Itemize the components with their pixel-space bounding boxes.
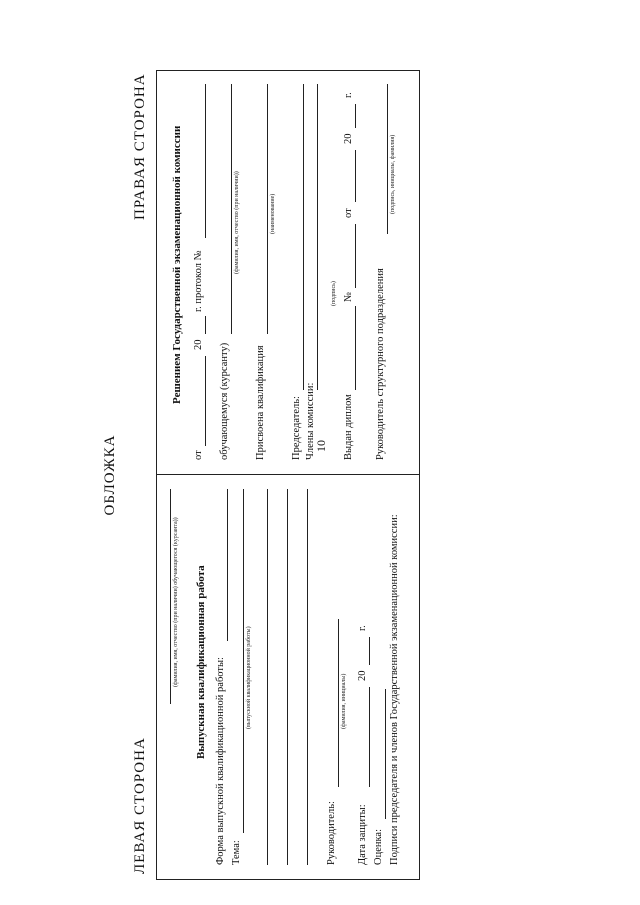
head-label: Руководитель структурного подразделения [375,268,386,460]
student-label: обучающемуся (курсанту) [219,342,230,460]
cover-label: ОБЛОЖКА [102,434,118,516]
defense-date-line [369,687,370,787]
diploma-number-label: № [343,291,354,302]
cover-frame [156,70,420,880]
diploma-number-line [355,224,356,288]
signatures-label: Подписи председателя и членов Государственной экзаменационной комиссии: [389,514,400,865]
from-label: от [193,450,204,460]
diploma-year-line [355,104,356,128]
decision-title: Решением Государственной экзаменационной комиссии [171,125,183,404]
diploma-date-line [355,150,356,202]
grade-label: Оценка: [373,828,384,865]
student-name-line [170,489,171,704]
topic-caption: (выпускной квалификационной работы) [246,626,252,729]
topic-line-3 [287,489,288,865]
year-label: 20 [193,339,204,350]
student-name-caption: (фамилия, имя, отчество (при наличии) обучающегося (курсанта)) [173,517,179,687]
qualification-line [267,84,268,334]
chairman-line [303,84,304,390]
student-line [231,84,232,334]
left-side-label: ЛЕВАЯ СТОРОНА [132,737,148,874]
date-line [205,356,206,446]
members-label: Члены комиссии: [305,382,316,460]
protocol-line [205,84,206,238]
defense-date-label: Дата защиты: [357,804,368,865]
qualification-caption: (наименование) [270,193,276,234]
supervisor-caption: (фамилия, инициалы) [341,673,347,729]
topic-label: Тема: [231,840,242,865]
grade-line [385,689,386,819]
defense-year-line [369,637,370,665]
diploma-year-suffix: г. [343,92,354,98]
qualification-label: Присвоена квалификация [255,345,266,460]
topic-line-1 [243,489,244,833]
head-line [387,84,388,234]
supervisor-label: Руководитель: [326,801,337,865]
protocol-label: г. протокол № [193,250,204,312]
diploma-line [355,306,356,390]
right-panel [157,71,419,474]
diploma-from-label: от [343,208,354,218]
diploma-signature-caption: (подпись) [331,281,337,306]
page-number: 10 [314,440,328,452]
thesis-form-line [227,489,228,641]
thesis-title: Выпускная квалификационная работа [195,565,207,759]
diploma-label: Выдан диплом [343,394,354,460]
defense-year: 20 [357,670,368,681]
topic-line-4 [307,489,308,865]
topic-line-2 [267,489,268,865]
diploma-year: 20 [343,133,354,144]
head-caption: (подпись, инициалы, фамилия) [390,134,396,214]
left-panel [157,474,419,879]
chairman-label: Председатель: [291,396,302,460]
thesis-form-label: Форма выпускной квалификационной работы: [215,657,226,865]
cover-form [102,70,430,880]
year-line [205,316,206,334]
supervisor-line [338,619,339,787]
defense-year-suffix: г. [357,625,368,631]
right-side-label: ПРАВАЯ СТОРОНА [132,73,148,220]
members-line [317,84,318,390]
student-caption: (фамилия, имя, отчество (при наличии)) [234,171,240,274]
